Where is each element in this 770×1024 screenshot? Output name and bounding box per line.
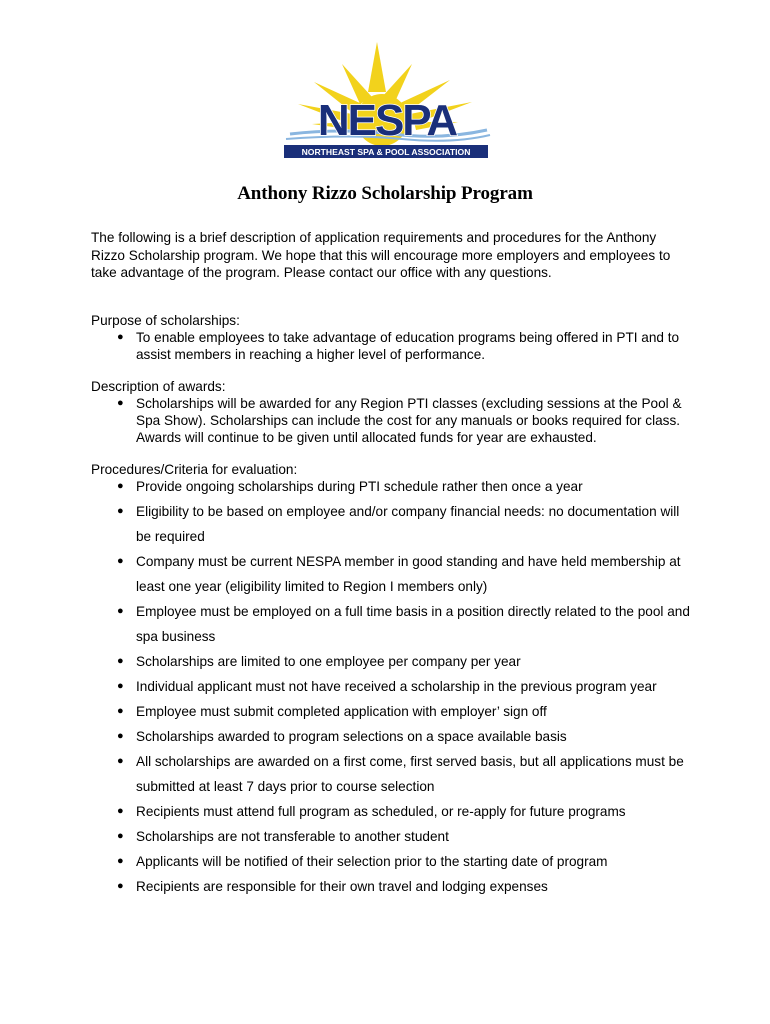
intro-paragraph: The following is a brief description of application requirements and procedures for the Anthony Rizzo Scholarship program. We hope that this will encourage more employers and employees to take advantage of the program. Please contact our office with any questions. <box>91 230 671 280</box>
list-item: ● Individual applicant must not have received a scholarship in the previous program year <box>91 674 691 699</box>
purpose-list <box>91 329 691 363</box>
bullet-icon: ● <box>117 605 124 617</box>
list-item: ● Employee must submit completed application with employer’ sign off <box>91 699 691 724</box>
procedures-list <box>91 474 691 899</box>
bullet-icon: ● <box>117 730 124 742</box>
awards-heading: Description of awards: <box>91 379 226 394</box>
list-item: ● Company must be current NESPA member in good standing and have held membership at least one year (eligibility limited to Region I members only) <box>91 549 691 599</box>
list-item: ● Scholarships will be awarded for any Region PTI classes (excluding sessions at the Pool & Spa Show). Scholarships can include the cost for any manuals or books required for class. Awards will continue to be given until allocated funds for year are exhausted. <box>117 396 682 445</box>
bullet-icon: ● <box>117 755 124 767</box>
bullet-icon: ● <box>117 480 124 492</box>
list-item: ● Recipients must attend full program as scheduled, or re-apply for future programs <box>91 799 691 824</box>
bullet-icon: ● <box>117 705 124 717</box>
list-item: ● Provide ongoing scholarships during PTI schedule rather then once a year <box>91 474 691 499</box>
bullet-icon: ● <box>117 397 124 409</box>
bullet-icon: ● <box>117 331 124 343</box>
page-title: Anthony Rizzo Scholarship Program <box>237 183 533 204</box>
bullet-icon: ● <box>117 805 124 817</box>
list-item: ● To enable employees to take advantage of education programs being offered in PTI and to assist members in reaching a higher level of performance. <box>117 330 680 362</box>
bullet-icon: ● <box>117 555 124 567</box>
list-item: ● Scholarships are not transferable to another student <box>91 824 691 849</box>
bullet-icon: ● <box>117 855 124 867</box>
bullet-icon: ● <box>117 505 124 517</box>
list-item: ● Applicants will be notified of their selection prior to the starting date of program <box>91 849 691 874</box>
logo-wordmark: NESPA <box>317 96 457 145</box>
list-item: ● Employee must be employed on a full time basis in a position directly related to the pool and spa business <box>91 599 691 649</box>
list-item: ● Scholarships awarded to program selections on a space available basis <box>91 724 691 749</box>
list-item: ● Recipients are responsible for their own travel and lodging expenses <box>91 874 691 899</box>
awards-list <box>91 395 691 446</box>
list-item: ● Eligibility to be based on employee and/or company financial needs: no documentation will be required <box>91 499 691 549</box>
bullet-icon: ● <box>117 880 124 892</box>
nespa-logo <box>282 42 492 160</box>
list-item: ● Scholarships are limited to one employee per company per year <box>91 649 691 674</box>
list-item: ● All scholarships are awarded on a first come, first served basis, but all applications must be submitted at least 7 days prior to course selection <box>91 749 691 799</box>
logo-banner-text: NORTHEAST SPA & POOL ASSOCIATION <box>301 147 471 158</box>
nespa-logo-graphic <box>282 42 492 160</box>
bullet-icon: ● <box>117 830 124 842</box>
bullet-icon: ● <box>117 680 124 692</box>
bullet-icon: ● <box>117 655 124 667</box>
purpose-heading: Purpose of scholarships: <box>91 313 240 328</box>
procedures-heading: Procedures/Criteria for evaluation: <box>91 462 298 477</box>
